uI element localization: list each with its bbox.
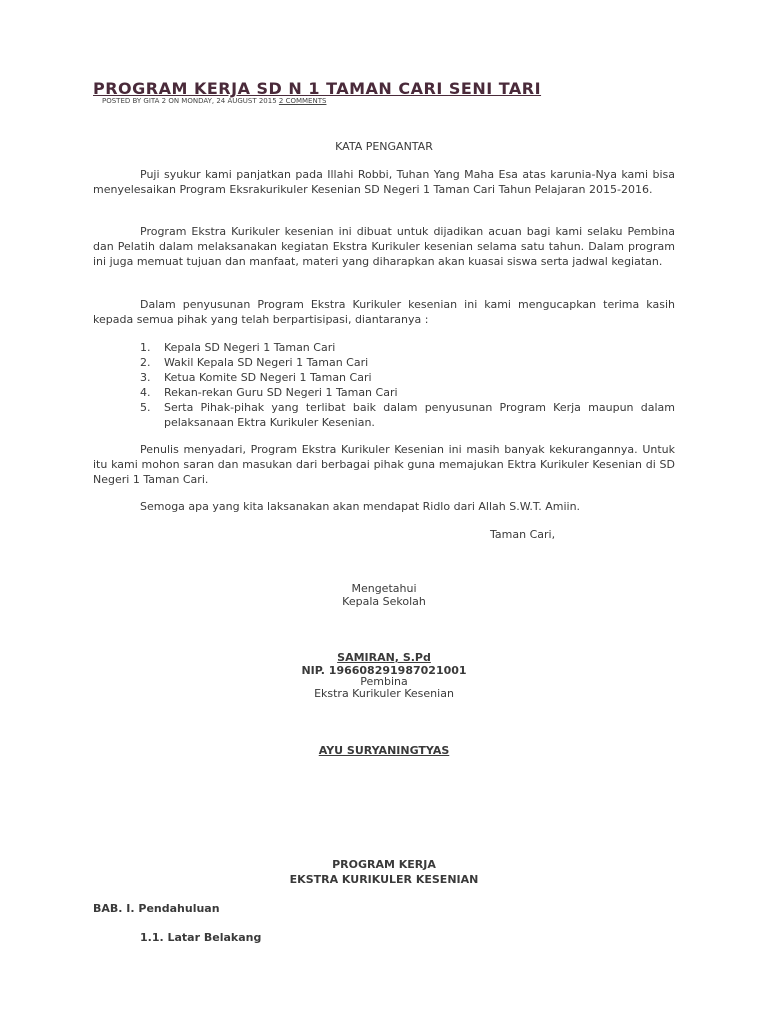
list-item: 1. Kepala SD Negeri 1 Taman Cari	[140, 341, 336, 354]
paragraph-2: Program Ekstra Kurikuler kesenian ini dibuat untuk dijadikan acuan bagi kami selaku Pembina dan Pelatih dalam melaksanakan kegiatan Ekstra Kurikuler kesenian selama satu tahun. Dalam program ini juga memuat tujuan dan manfaat, materi yang diharapkan akan kuasai siswa serta jadwal kegiatan.	[93, 225, 675, 268]
paragraph-4: Penulis menyadari, Program Ekstra Kurikuler Kesenian ini masih banyak kekurangannya. Untuk itu kami mohon saran dan masukan dari berbagai pihak guna memajukan Ektra Kurikuler Kesenian di SD Negeri 1 Taman Cari.	[93, 443, 675, 486]
list-item: 2. Wakil Kepala SD Negeri 1 Taman Cari	[140, 356, 369, 369]
kepala-sekolah-text: Kepala Sekolah	[342, 595, 426, 608]
thanks-list	[140, 340, 675, 430]
program-title-2: EKSTRA KURIKULER KESENIAN	[289, 873, 479, 886]
bab-heading: BAB. I. Pendahuluan	[93, 902, 220, 915]
comments-link[interactable]: 2 COMMENTS	[278, 97, 327, 105]
mengetahui-text: Mengetahui	[351, 582, 417, 595]
pembina-text: Pembina	[360, 675, 408, 688]
list-item: 3. Ketua Komite SD Negeri 1 Taman Cari	[140, 371, 372, 384]
post-meta	[102, 97, 326, 106]
program-title-1: PROGRAM KERJA	[332, 858, 436, 871]
kata-pengantar-heading: KATA PENGANTAR	[335, 140, 433, 153]
paragraph-1: Puji syukur kami panjatkan pada Illahi Robbi, Tuhan Yang Maha Esa atas karunia-Nya kami bisa menyelesaikan Program Eksrakurikuler Kesenian SD Negeri 1 Taman Cari Tahun Pelajaran 2015-2016.	[93, 168, 675, 196]
subsection-heading: 1.1. Latar Belakang	[140, 931, 262, 944]
paragraph-3: Dalam penyusunan Program Ekstra Kurikuler kesenian ini kami mengucapkan terima kasih kepada semua pihak yang telah berpartisipasi, diantaranya :	[93, 298, 675, 326]
posted-by-text: POSTED BY GITA 2 ON MONDAY, 24 AUGUST 2015	[102, 97, 277, 105]
place-text: Taman Cari,	[490, 528, 556, 541]
paragraph-5: Semoga apa yang kita laksanakan akan mendapat Ridlo dari Allah S.W.T. Amiin.	[140, 500, 581, 513]
list-item: 4. Rekan-rekan Guru SD Negeri 1 Taman Cari	[140, 386, 398, 399]
document-title: PROGRAM KERJA SD N 1 TAMAN CARI SENI TARI	[93, 79, 542, 98]
principal-name: SAMIRAN, S.Pd	[337, 651, 431, 664]
ekstra-text: Ekstra Kurikuler Kesenian	[314, 687, 454, 700]
principal-nip: NIP. 196608291987021001	[301, 664, 467, 677]
pembina-name: AYU SURYANINGTYAS	[318, 744, 450, 757]
list-item: 5. Serta Pihak-pihak yang terlibat baik dalam penyusunan Program Kerja maupun dalam pelaksanaan Ektra Kurikuler Kesenian.	[140, 401, 675, 429]
